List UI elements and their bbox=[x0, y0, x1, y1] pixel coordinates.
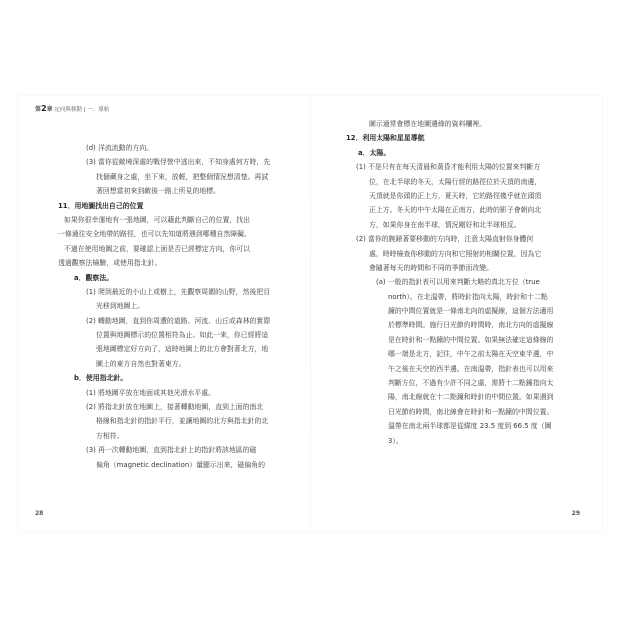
list-item-continuation: 找個藏身之處，坐下來，放輕，把整個情況想清楚。再試 bbox=[96, 172, 269, 181]
list-item-continuation: 正上方。冬天的中午太陽在正南方，此時的影子會朝向北 bbox=[369, 206, 542, 215]
subsection-heading: b．使用指北針。 bbox=[74, 374, 128, 383]
list-item-continuation: 著回想當初來到敵後一路上所見的地標。 bbox=[96, 187, 221, 196]
list-item-continuation: 處，時時檢查你移動的方向和它照射的相關位置，因為它 bbox=[369, 249, 542, 258]
page-number-left: 28 bbox=[35, 510, 44, 517]
list-item-continuation: 圖上的東方自然也對著東方。 bbox=[96, 359, 186, 368]
list-item-continuation: 格線和指北針的指針平行，並讓地圖的北方與指北針的北 bbox=[96, 417, 269, 426]
left-page bbox=[18, 96, 310, 532]
section-heading: 12．利用太陽和星星導航 bbox=[346, 134, 425, 143]
list-item-continuation: 方相符。 bbox=[96, 431, 124, 440]
running-head bbox=[35, 104, 109, 113]
list-item-line: (d) 洋流流動的方向。 bbox=[86, 144, 154, 152]
list-item-continuation: 光移到地圖上。 bbox=[96, 302, 145, 311]
right-page-body bbox=[346, 117, 571, 448]
list-item-continuation: 位，在北半球的冬天，太陽行經的路徑位於天頂的南邊， bbox=[369, 177, 542, 186]
sub-item-continuation: 溫帶在南北兩半球都是從緯度 23.5 度到 66.5 度（圖 bbox=[388, 422, 552, 431]
chapter-label: 第2章 bbox=[35, 104, 53, 113]
list-item-continuation: 張地圖標定好方向了，這時地圖上的北方會對著北方，地 bbox=[96, 345, 269, 354]
list-item-line: (2) 將指北針放在地圖上，接著轉動地圖，直到上面的南北 bbox=[86, 403, 264, 412]
list-item-line: (3) 再一次轉動地圖，直到指北針上的指針將該地區的磁 bbox=[86, 446, 257, 455]
list-item-continuation: 位置與地圖標示的位置相符為止。如此一來，你已經將這 bbox=[96, 331, 269, 340]
sub-item-continuation: 於標準時間。施行日光節約時間時，南北方向的虛擬線 bbox=[388, 321, 554, 330]
paragraph-line: 如果你很幸運地有一張地圖，可以藉此判斷自己的位置，找出 bbox=[64, 215, 251, 224]
list-item-line: (1) 不是只有在每天清晨和黃昏才能利用太陽的位置來判斷方 bbox=[356, 163, 541, 172]
book-spread bbox=[18, 96, 602, 532]
subsection-heading: a．觀察法。 bbox=[74, 273, 114, 282]
sub-item-line: (a) 一般的指針表可以用來判斷大略的真北方位（true bbox=[376, 278, 540, 287]
sub-item-continuation: north）。在北溫帶，將時針指向太陽，時針和十二點 bbox=[388, 292, 548, 301]
sub-item-continuation: 判斷方位，不過有少許不同之處，需將十二點鐘指向太 bbox=[388, 379, 554, 388]
paragraph-line: 透過觀察法檢驗，或使用指北針。 bbox=[58, 259, 162, 268]
sub-item-continuation: 3）。 bbox=[388, 436, 403, 445]
sub-item-continuation: 陽，南北線就在十二點鐘和時針的中間位置。如果遇到 bbox=[388, 393, 554, 402]
list-item-continuation: 偏角（magnetic declination）量顯示出來，磁偏角的 bbox=[96, 460, 265, 469]
list-item-continuation: 會隨著每天的時間和不同的季節而改變。 bbox=[369, 263, 494, 272]
sub-item-continuation: 午之後在天空的西半邊。在南溫帶，指針表也可以用來 bbox=[388, 364, 554, 373]
paragraph-line: 不過在使用地圖之前，要確認上面是否已經標定方向，你可以 bbox=[64, 244, 251, 253]
list-item-line: (2) 轉動地圖，直到你周遭的道路、河流、山丘或森林的實際 bbox=[86, 316, 271, 325]
list-item-continuation: 方，如果你身在南半球，情況剛好和北半球相反。 bbox=[369, 220, 521, 229]
section-heading: 11．用地圖找出自己的位置 bbox=[58, 201, 144, 210]
chapter-title: 定向與移動 bbox=[54, 107, 82, 113]
sub-item-continuation: 鐘的中間位置就是一條南北向的虛擬線，這個方法適用 bbox=[388, 307, 554, 316]
list-item-line: (1) 將地圖平放在地面或其他光滑水平處。 bbox=[86, 388, 216, 397]
sub-item-continuation: 是在時針和一點鐘的中間位置。如果無法確定這條線的 bbox=[388, 335, 554, 344]
list-item-line: (3) 當你從敵境深處的戰俘營中逃出來，不知身處何方時，先 bbox=[86, 158, 271, 167]
list-item-continuation: 圖示通常會標在地圖邊緣的資料欄裡。 bbox=[369, 120, 487, 128]
page-number-right: 29 bbox=[571, 510, 580, 517]
left-page-body bbox=[58, 141, 296, 472]
subsection-heading: a．太陽。 bbox=[358, 148, 391, 157]
list-item-continuation: 天頂就是你頭的正上方，夏天時，它的路徑幾乎就在頭頂 bbox=[369, 191, 542, 200]
paragraph-line: 一條通往安全地帶的路徑，也可以先知道將遇到哪種自然障礙。 bbox=[58, 230, 251, 239]
sub-item-continuation: 哪一端是北方，記住，中午之前太陽在天空東半邊，中 bbox=[388, 350, 554, 359]
running-head-separator: | bbox=[83, 107, 86, 113]
list-item-line: (1) 爬到最近的小山上或樹上，先觀察周圍的山野，然後把目 bbox=[86, 287, 271, 296]
list-item-line: (2) 當你的腕錶著要移動的方向時，注意太陽直射你身體何 bbox=[356, 235, 534, 244]
section-label: 一．導航 bbox=[87, 107, 110, 113]
sub-item-continuation: 日光節約時間，南北線會在時針和一點鐘的中間位置。 bbox=[388, 407, 554, 416]
right-page bbox=[311, 96, 602, 532]
